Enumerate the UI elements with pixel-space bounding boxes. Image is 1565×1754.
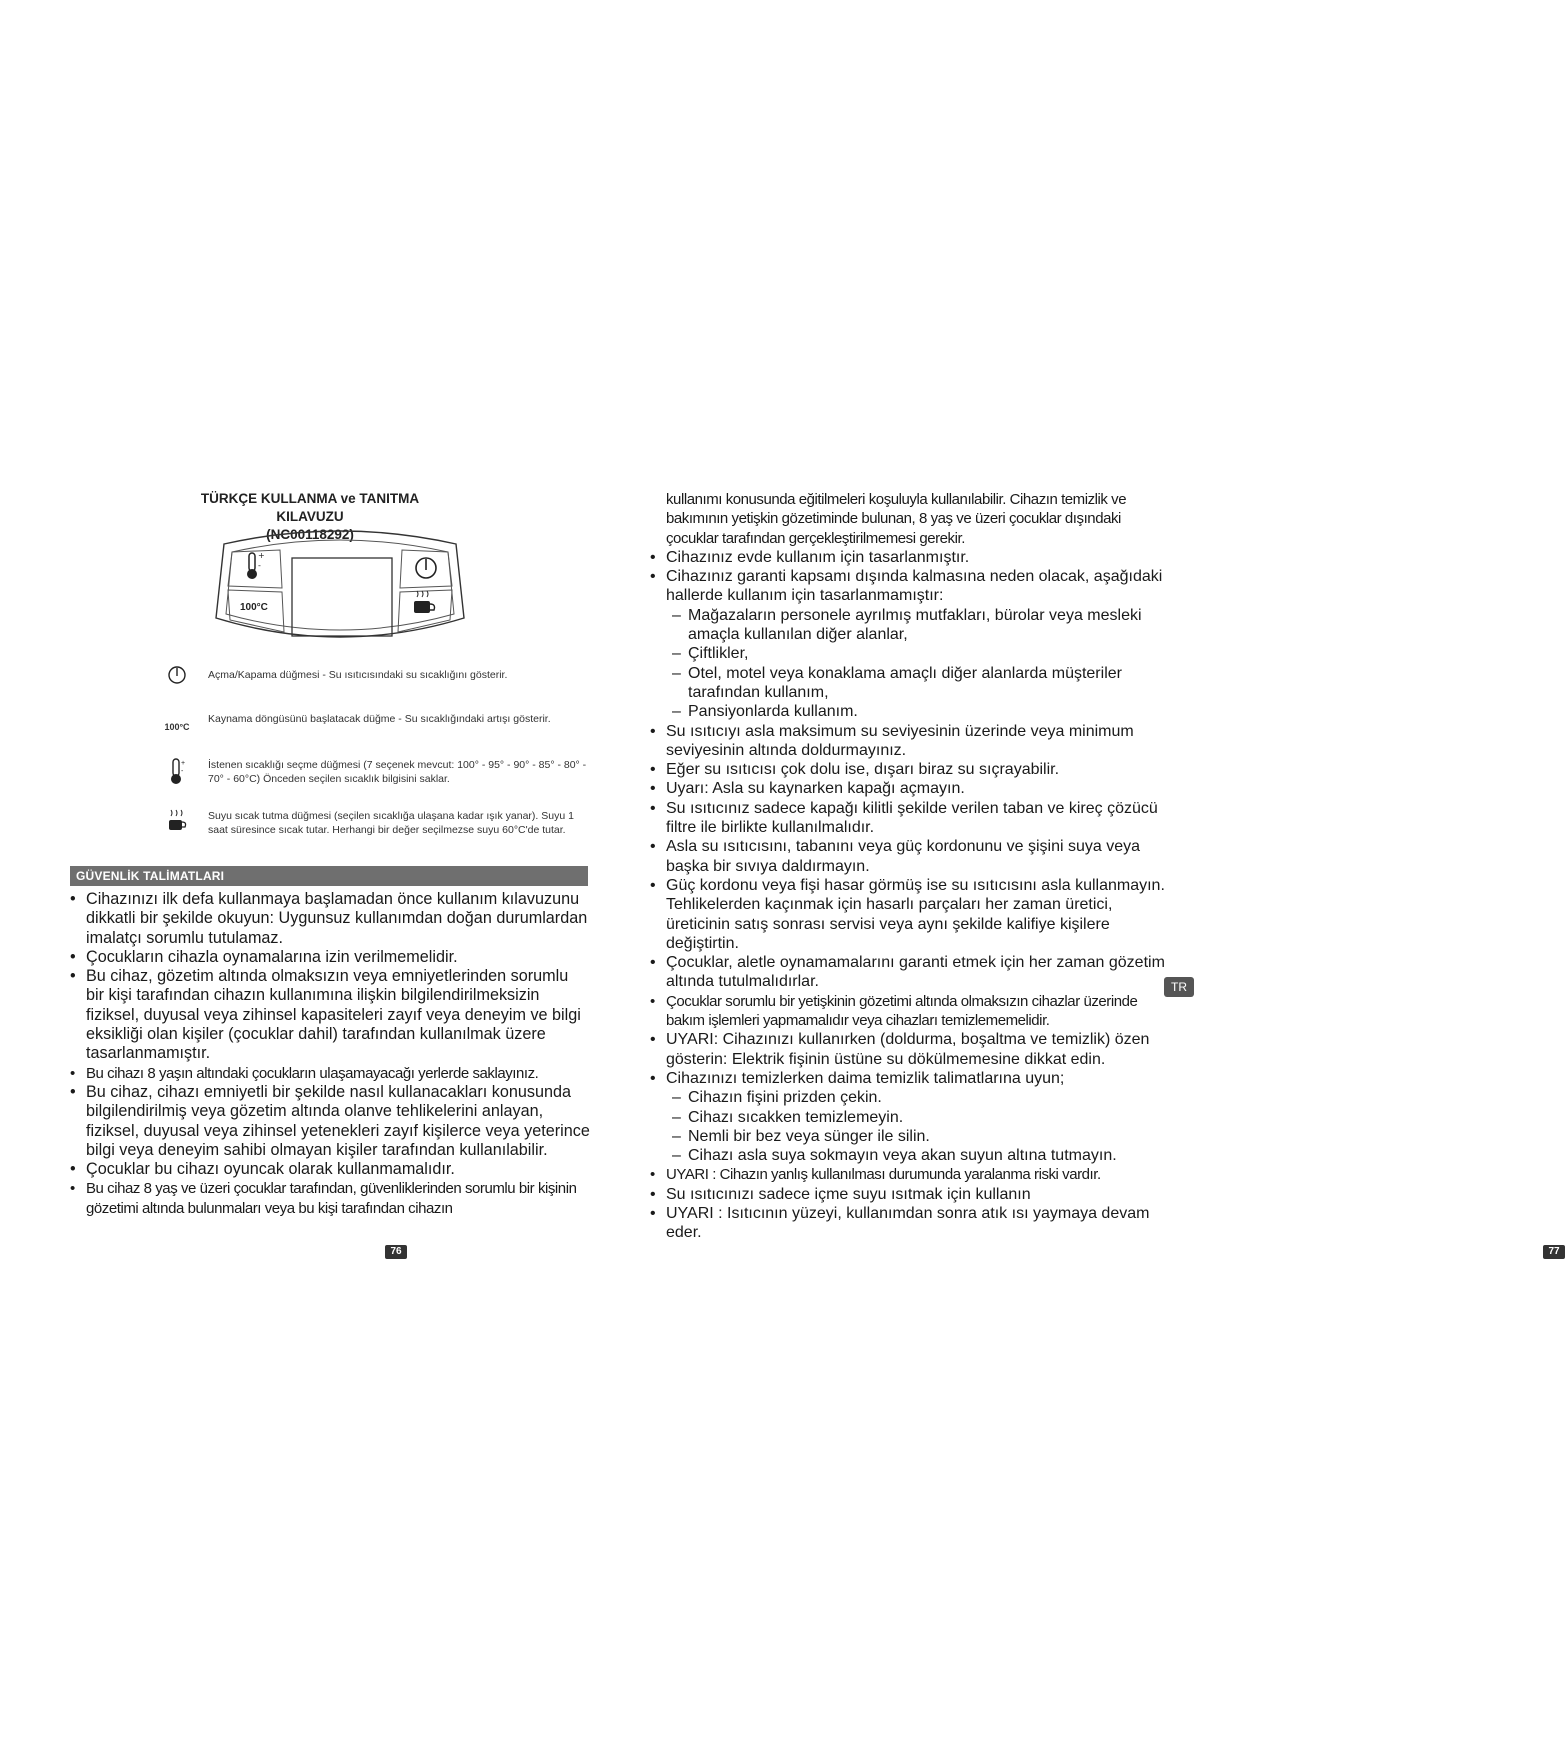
safety-list-right <box>650 490 1170 1243</box>
svg-text:-: - <box>258 561 261 570</box>
svg-text:-: - <box>181 768 184 775</box>
safety-list-left <box>70 890 590 1218</box>
power-icon <box>160 665 194 689</box>
section-title-safety: GÜVENLİK TALİMATLARI <box>70 866 588 886</box>
page-number-left: 76 <box>385 1245 407 1259</box>
list-item: • UYARI : Isıtıcının yüzeyi, kullanımdan sonra atık ısı yaymaya devam eder. <box>650 1204 1170 1243</box>
list-item-continuation: kullanımı konusunda eğitilmeleri koşuluyla kullanılabilir. Cihazın temizlik ve bakımının yetişkin gözetiminde bulunan, 8 yaş ve üzeri çocuklar dışındaki çocuklar tarafından gerçekleştirilmemesi gerekir. <box>666 491 1127 547</box>
list-item: • Bu cihaz 8 yaş ve üzeri çocuklar tarafından, güvenliklerinden sorumlu bir kişinin gözetimi altında bulunmaları veya bu kişi tarafından cihazın <box>70 1179 590 1218</box>
legend-power-text: Açma/Kapama düğmesi - Su ısıtıcısındaki su sıcaklığını gösterir. <box>208 669 508 681</box>
list-item: • Cihazınızı ilk defa kullanmaya başlamadan önce kullanım kılavuzunu dikkatli bir şekilde okuyun: Uygunsuz kullanımdan doğan durumlardan imalatçı sorumlu tutulamaz. <box>70 890 590 948</box>
list-item: • Güç kordonu veya fişi hasar görmüş ise su ısıtıcısını asla kullanmayın. Tehlikelerden kaçınmak için hasarlı parçaları her zaman üretici, üreticinin satış sonrası servisi veya aynı şekilde kalifiye kişilere değiştirtin. <box>650 876 1170 953</box>
steam-cup-icon <box>160 809 194 839</box>
list-item: • UYARI : Cihazın yanlış kullanılması durumunda yaralanma riski vardır. <box>650 1165 1170 1184</box>
list-item: • Su ısıtıcınız sadece kapağı kilitli şekilde verilen taban ve kireç çözücü filtre ile birlikte kullanılmalıdır. <box>650 799 1170 838</box>
legend-boil-text: Kaynama döngüsünü başlatacak düğme - Su sıcaklığındaki artışı gösterir. <box>208 713 551 725</box>
list-item: • Çocukların cihazla oynamalarına izin verilmemelidir. <box>70 948 590 967</box>
power-icon <box>416 558 436 578</box>
list-item: • Asla su ısıtıcısını, tabanını veya güç kordonunu ve şişini suya veya başka bir sıvıya daldırmayın. <box>650 837 1170 876</box>
sub-item: – Cihazı sıcakken temizlemeyin. <box>666 1108 1170 1127</box>
list-item: • Çocuklar, aletle oynamamalarını garanti etmek için her zaman gözetim altında tutulmalıdırlar. <box>650 953 1170 992</box>
steam-cup-icon <box>414 591 435 613</box>
list-item <box>650 1069 1170 1165</box>
list-item: • Bu cihaz, cihazı emniyetli bir şekilde nasıl kullanacakları konusunda bilgilendirilmiş veya gözetim altında olanve tehlikelerini anlayan, fiziksel, duyusal veya zihinsel yetenekleri zayıf kişilerce veya yeterince bilgi veya deneyim sahibi olmayan kişiler tarafından kullanılabilir. <box>70 1083 590 1160</box>
svg-text:+: + <box>181 760 186 767</box>
list-item-text: Cihazınızı temizlerken daima temizlik talimatlarına uyun; <box>666 1069 1065 1087</box>
list-item: • Bu cihaz, gözetim altında olmaksızın veya emniyetlerinden sorumlu bir kişi tarafından cihazın kullanımına ilişkin bilgilendirilmeksizin fiziksel, duyusal veya zihinsel kapasiteleri zayıf veya deneyim ve bilgi eksikliği olan kişiler (çocuklar dahil) tarafından kullanılmak üzere tasarlanmamıştır. <box>70 967 590 1063</box>
list-item: • Eğer su ısıtıcısı çok dolu ise, dışarı biraz su sıçrayabilir. <box>650 760 1170 779</box>
boil-100-icon: 100°C <box>164 722 190 732</box>
list-item: • UYARI: Cihazınızı kullanırken (doldurma, boşaltma ve temizlik) özen gösterin: Elektrik fişinin üstüne su dökülmemesine dikkat edin. <box>650 1030 1170 1069</box>
legend-keep-warm-text: Suyu sıcak tutma düğmesi (seçilen sıcaklığa ulaşana kadar ışık yanar). Suyu 1 saat süresince sıcak tutar. Herhangi bir değer seçilmezse suyu 60°C'de tutar. <box>208 810 574 836</box>
list-item: • Bu cihazı 8 yaşın altındaki çocukların ulaşamayacağı yerlerde saklayınız. <box>70 1064 590 1083</box>
sub-item: – Mağazaların personele ayrılmış mutfakları, bürolar veya mesleki amaçla kullanılan diğer alanlar, <box>666 606 1170 645</box>
list-item-text: Cihazınız garanti kapsamı dışında kalmasına neden olacak, aşağıdaki hallerde kullanım için tasarlanmamıştır: <box>666 568 1163 605</box>
sub-item: – Pansiyonlarda kullanım. <box>666 702 1170 721</box>
sub-item: – Cihazı asla suya sokmayın veya akan suyun altına tutmayın. <box>666 1146 1170 1165</box>
page-number-right: 77 <box>1543 1245 1565 1259</box>
list-item: • Çocuklar sorumlu bir yetişkinin gözetimi altında olmaksızın cihazlar üzerinde bakım işlemleri yapmamalıdır veya cihazları temizlememelidir. <box>650 992 1170 1031</box>
title-line-2: (NC00118292) <box>266 527 354 542</box>
list-item: • Çocuklar bu cihazı oyuncak olarak kullanmamalıdır. <box>70 1160 590 1179</box>
sub-item: – Cihazın fişini prizden çekin. <box>666 1088 1170 1107</box>
legend-temperature-text: İstenen sıcaklığı seçme düğmesi (7 seçenek mevcut: 100° - 95° - 90° - 85° - 80° - 70° - 60°C) Önceden seçilen sıcaklık bilgisini saklar. <box>208 759 587 785</box>
language-tab: TR <box>1164 977 1194 997</box>
list-item: • Cihazınız evde kullanım için tasarlanmıştır. <box>650 548 1170 567</box>
panel-100c-label: 100°C <box>240 602 268 613</box>
control-panel-diagram <box>210 528 470 646</box>
list-item <box>650 567 1170 721</box>
list-item: • Su ısıtıcıyı asla maksimum su seviyesinin üzerinde veya minimum seviyesinin altında doldurmayınız. <box>650 722 1170 761</box>
list-item: • Uyarı: Asla su kaynarken kapağı açmayın. <box>650 779 1170 798</box>
title-line-1: TÜRKÇE KULLANMA ve TANITMA KILAVUZU <box>200 491 420 524</box>
list-item: • Su ısıtıcınızı sadece içme suyu ısıtmak için kullanın <box>650 1185 1170 1204</box>
sub-item: – Otel, motel veya konaklama amaçlı diğer alanlarda müşteriler tarafından kullanım, <box>666 664 1170 703</box>
thermometer-icon <box>160 758 194 790</box>
thermometer-icon <box>247 551 265 579</box>
sub-item: – Çiftlikler, <box>666 644 1170 663</box>
svg-text:+: + <box>258 551 265 560</box>
sub-item: – Nemli bir bez veya sünger ile silin. <box>666 1127 1170 1146</box>
